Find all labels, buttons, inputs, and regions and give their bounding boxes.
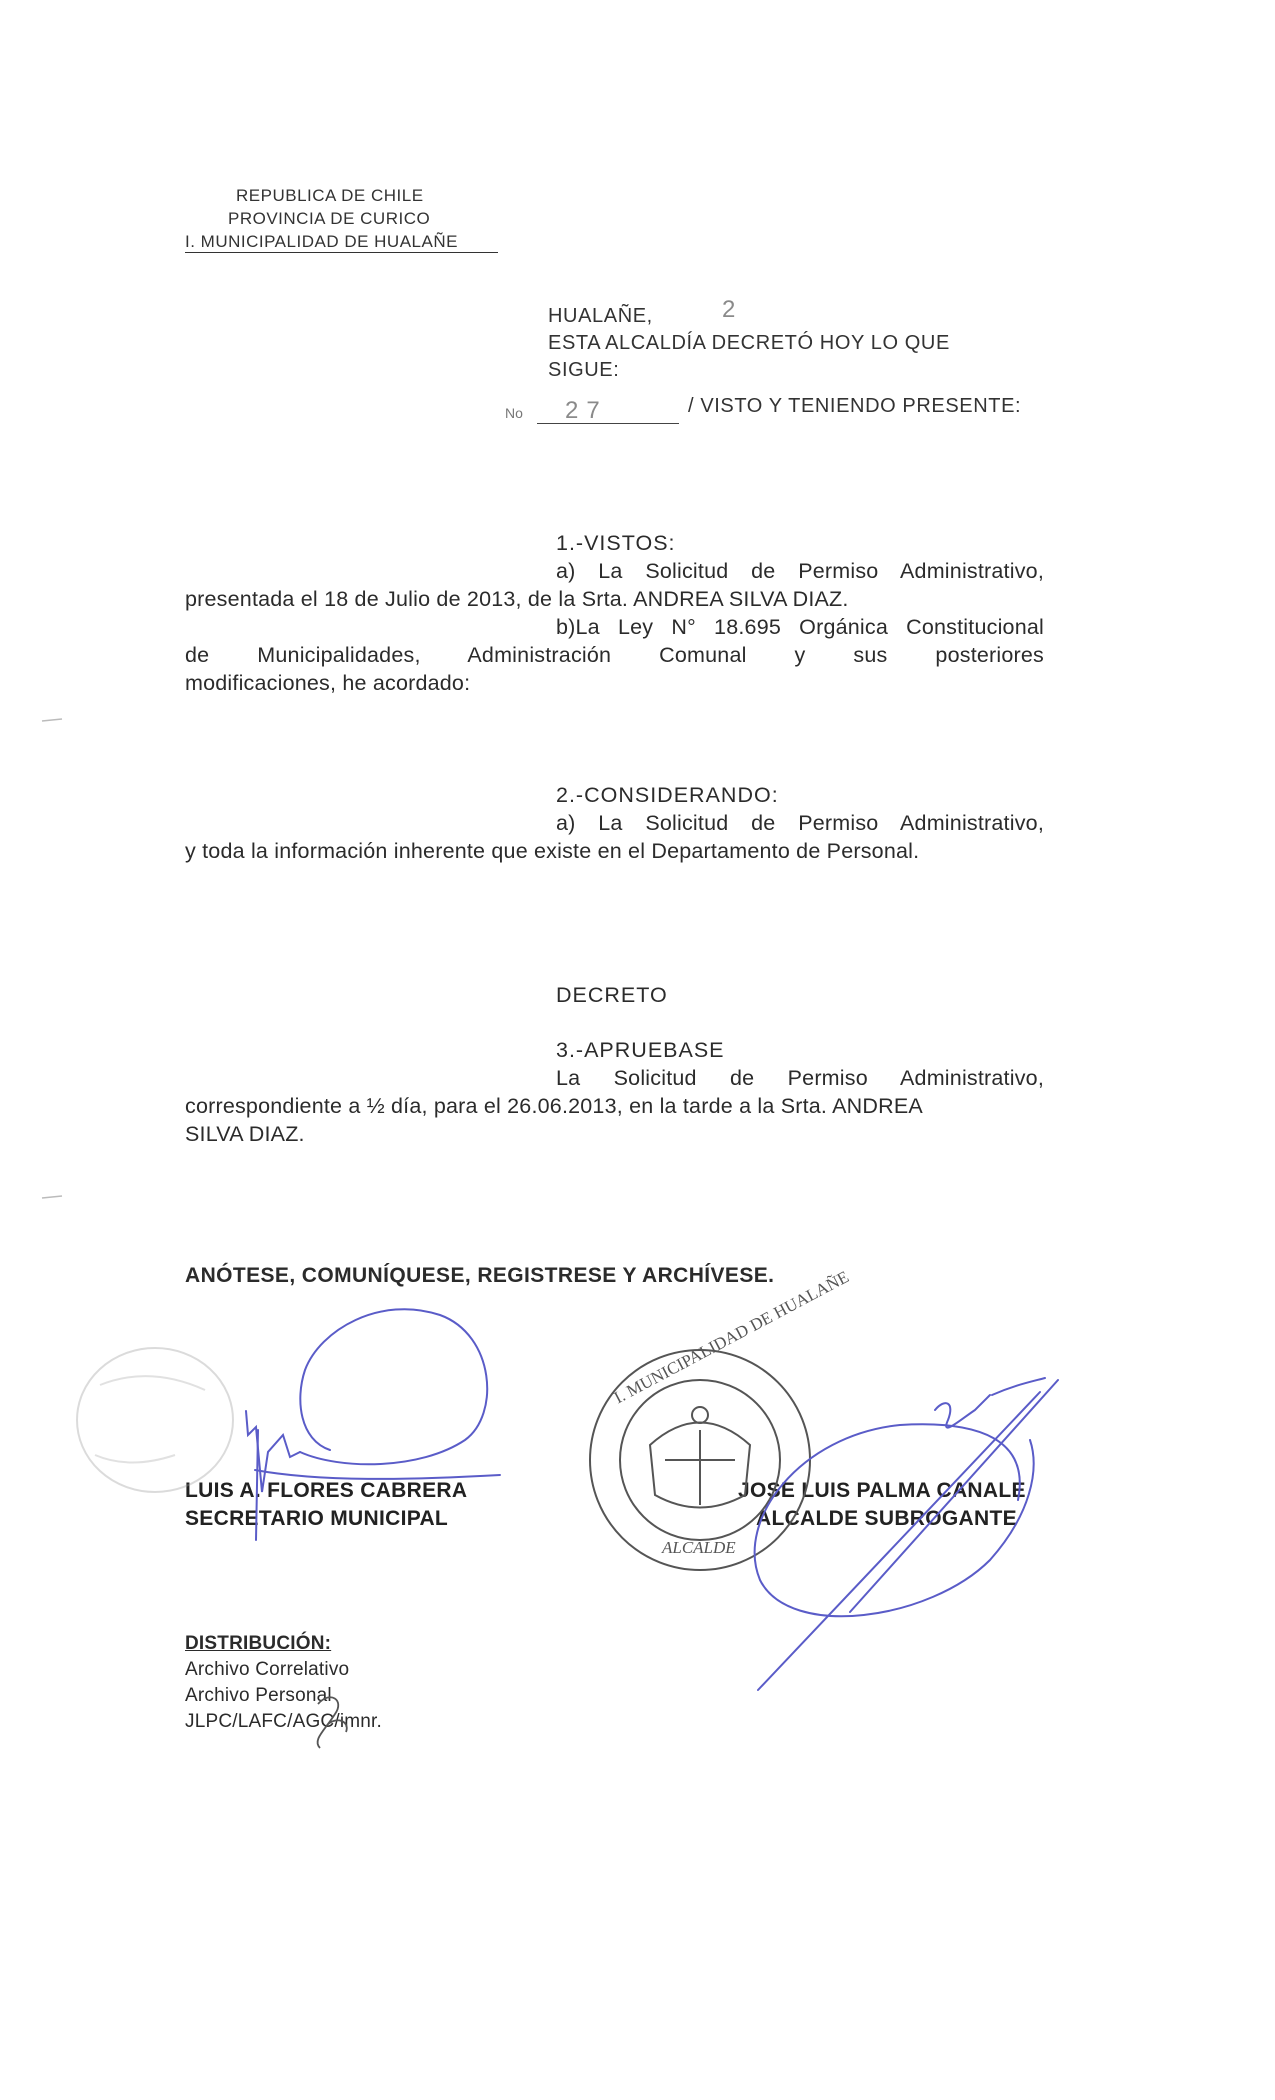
vistos-a-line2: presentada el 18 de Julio de 2013, de la Srta. ANDREA SILVA DIAZ. bbox=[185, 587, 849, 611]
right-signature bbox=[755, 1378, 1058, 1690]
distribution-item: JLPC/LAFC/AGC/imnr. bbox=[185, 1711, 383, 1732]
left-signature bbox=[246, 1309, 500, 1540]
header-province: PROVINCIA DE CURICO bbox=[228, 209, 431, 228]
vistos-b-line2: de Municipalidades, Administración Comunal y sus posteriores bbox=[185, 643, 1044, 667]
decree-intro-line2: SIGUE: bbox=[548, 359, 620, 381]
header-republic: REPUBLICA DE CHILE bbox=[236, 186, 424, 205]
seal-bottom-text: ALCALDE bbox=[662, 1538, 736, 1557]
closing-formula: ANÓTESE, COMUNÍQUESE, REGISTRESE Y ARCHÍVESE. bbox=[185, 1264, 775, 1287]
distribution-item: Archivo Personal bbox=[185, 1685, 332, 1706]
visto-label: / VISTO Y TENIENDO PRESENTE: bbox=[688, 395, 1022, 417]
vistos-heading: 1.-VISTOS: bbox=[556, 531, 676, 555]
decreto-heading: DECRETO bbox=[556, 983, 668, 1007]
decree-intro-line1: ESTA ALCALDÍA DECRETÓ HOY LO QUE bbox=[548, 332, 950, 354]
scan-mark bbox=[42, 1196, 62, 1198]
date-stamp-faded: 2 bbox=[722, 296, 744, 323]
decreto-line2: correspondiente a ½ día, para el 26.06.2013, en la tarde a la Srta. ANDREA bbox=[185, 1094, 923, 1118]
header-municipality: I. MUNICIPALIDAD DE HUALAÑE bbox=[185, 232, 498, 253]
distribution-heading: DISTRIBUCIÓN: bbox=[185, 1633, 332, 1654]
considerando-heading: 2.-CONSIDERANDO: bbox=[556, 783, 779, 807]
seal-ring-text: I. MUNICIPALIDAD DE HUALAÑE bbox=[610, 1267, 852, 1408]
right-signer-title: ALCALDE SUBROGANTE bbox=[756, 1507, 1017, 1530]
right-signer-name: JOSE LUIS PALMA CANALE bbox=[738, 1479, 1026, 1502]
municipal-seal-icon bbox=[590, 1267, 852, 1570]
vistos-b-line3: modificaciones, he acordado: bbox=[185, 671, 471, 695]
considerando-a-line1: a) La Solicitud de Permiso Administrativo, bbox=[556, 811, 1044, 835]
distribution-item: Archivo Correlativo bbox=[185, 1659, 350, 1680]
vistos-b-line1: b)La Ley N° 18.695 Orgánica Constitucional bbox=[556, 615, 1044, 639]
considerando-a-line2: y toda la información inherente que existe en el Departamento de Personal. bbox=[185, 839, 920, 863]
initials-mark bbox=[318, 1697, 347, 1748]
decree-number-faded: 27 bbox=[565, 397, 608, 424]
place-label: HUALAÑE, bbox=[548, 305, 653, 327]
apruebase-heading: 3.-APRUEBASE bbox=[556, 1038, 725, 1062]
vistos-a-line1: a) La Solicitud de Permiso Administrativo, bbox=[556, 559, 1044, 583]
faded-stamp bbox=[77, 1348, 233, 1492]
decreto-line1: La Solicitud de Permiso Administrativo, bbox=[556, 1066, 1044, 1090]
decreto-line3: SILVA DIAZ. bbox=[185, 1122, 305, 1146]
left-signer-title: SECRETARIO MUNICIPAL bbox=[185, 1507, 449, 1530]
number-prefix: No bbox=[505, 405, 523, 421]
left-signer-name: LUIS A. FLORES CABRERA bbox=[185, 1479, 468, 1502]
scan-mark bbox=[42, 719, 62, 721]
